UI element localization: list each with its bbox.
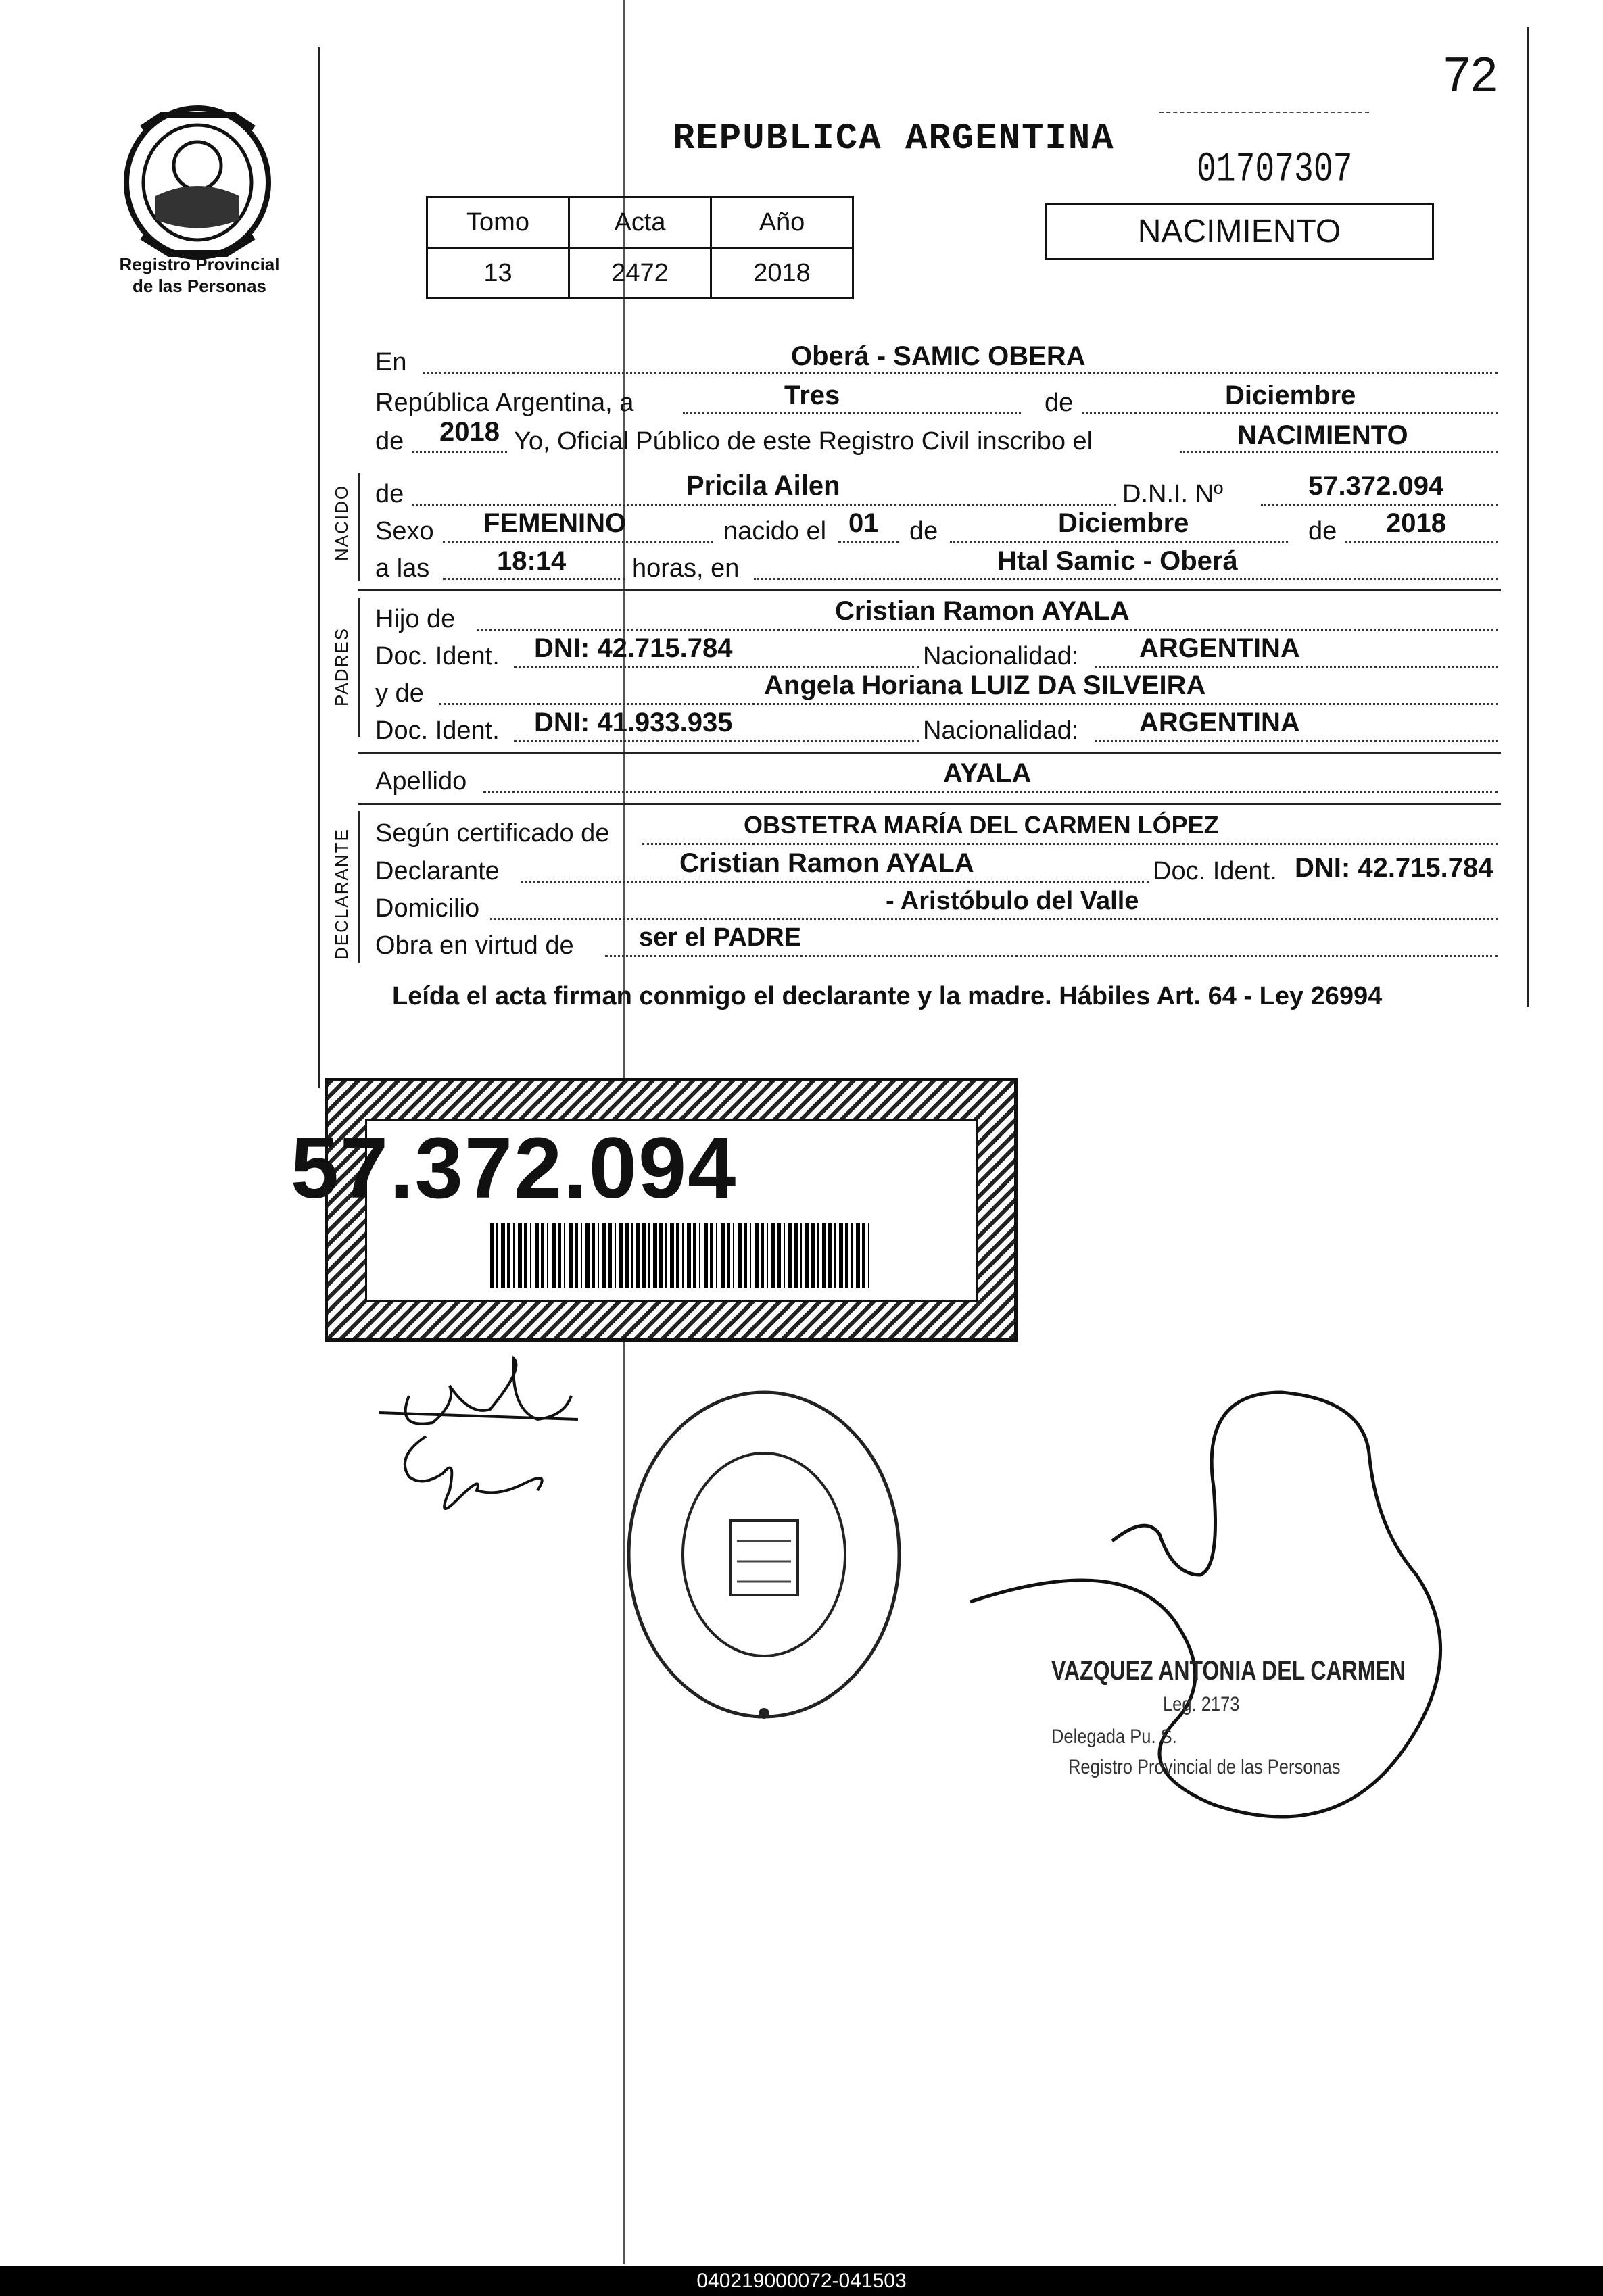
closing-text: Leída el acta firman conmigo el declarante y la madre. Hábiles Art. 64 - Ley 26994 [392,982,1383,1010]
birth-place-value: Htal Samic - Oberá [997,546,1238,576]
section-bracket [358,811,360,963]
section-divider [358,752,1501,754]
certificado-label: Según certificado de [375,819,610,848]
province-seal-icon [115,101,281,264]
child-name-value: Pricila Ailen [686,470,840,502]
dotted-leader [683,412,1021,414]
padres-section-label: PADRES [331,627,352,706]
officer-legajo: Leg. 2173 [1163,1693,1240,1715]
child-dni-value: 57.372.094 [1308,471,1444,501]
serial-number: 01707307 [1197,146,1353,195]
nacionalidad-label: Nacionalidad: [923,716,1079,745]
nacido-section-label: NACIDO [331,484,352,561]
act-type-value: NACIMIENTO [1237,420,1408,450]
nacionalidad-label: Nacionalidad: [923,642,1079,670]
officer-org: Registro Provincial de las Personas [1068,1756,1341,1778]
year-value: 2018 [439,417,500,447]
republica-label: República Argentina, a [375,389,634,417]
page-number: 72 [1443,48,1498,102]
dotted-leader [521,881,1149,883]
declarante-label: Declarante [375,857,500,885]
footer-code: 040219000072-041503 [0,2266,1603,2296]
dotted-leader [950,541,1288,543]
dotted-leader [490,918,1498,920]
father-name-value: Cristian Ramon AYALA [835,596,1130,626]
oficial-text: Yo, Oficial Público de este Registro Civil inscribo el [514,427,1093,456]
dotted-leader [443,578,625,580]
dotted-leader [754,578,1498,580]
right-margin-line [1527,27,1529,1007]
doc-label: Doc. Ident. [375,642,500,670]
time-value: 18:14 [497,546,567,576]
domicilio-label: Domicilio [375,894,480,923]
dotted-leader [1095,666,1498,668]
alas-label: a las [375,554,430,583]
mother-nationality-value: ARGENTINA [1139,708,1300,737]
dni-label: D.N.I. Nº [1122,480,1223,508]
de-label: de [1308,517,1337,545]
dotted-leader [642,843,1498,845]
mother-doc-value: DNI: 41.933.935 [534,708,733,737]
birth-day-value: 01 [848,508,879,538]
dotted-leader [514,740,919,742]
birth-year-value: 2018 [1386,508,1446,538]
dotted-leader [412,504,1116,506]
father-nationality-value: ARGENTINA [1139,633,1300,663]
horas-label: horas, en [632,554,740,583]
dotted-leader [483,791,1498,793]
declarant-doc-value: DNI: 42.715.784 [1295,853,1493,883]
reason-value: ser el PADRE [639,923,802,952]
registry-header-anio: Año [711,197,853,248]
section-bracket [358,473,360,581]
year-prefix-label: de [375,427,404,456]
nacido-label: nacido el [723,517,827,545]
de-label: de [1045,389,1074,417]
barcode [490,1223,869,1288]
registry-anio: 2018 [711,248,853,299]
document-title: REPUBLICA ARGENTINA [673,118,1115,160]
dotted-leader [838,541,899,543]
doc-label: Doc. Ident. [1153,857,1277,885]
birth-month-value: Diciembre [1058,508,1189,538]
section-divider [358,803,1501,805]
registry-header-acta: Acta [569,197,711,248]
doc-label: Doc. Ident. [375,716,500,745]
declarante-section-label: DECLARANTE [331,828,352,960]
registry-header-row [427,197,853,248]
delegation-stamp-icon [619,1386,909,1744]
apellido-label: Apellido [375,767,467,796]
dotted-leader [1261,504,1498,506]
en-label: En [375,348,407,376]
yde-label: y de [375,679,424,708]
domicile-value: - Aristóbulo del Valle [886,887,1139,915]
dotted-leader [1345,541,1498,543]
section-bracket [358,598,360,737]
left-margin-line [318,47,320,1088]
section-divider [358,589,1501,591]
surname-value: AYALA [943,758,1032,788]
dotted-leader [477,629,1498,631]
certificate-value: OBSTETRA MARÍA DEL CARMEN LÓPEZ [744,811,1219,839]
dotted-leader [605,955,1498,957]
registry-header-tomo: Tomo [427,197,569,248]
day-word-value: Tres [784,381,840,410]
registry-tomo: 13 [427,248,569,299]
registry-table [426,196,854,299]
declarant-name-value: Cristian Ramon AYALA [679,848,974,878]
sexo-label: Sexo [375,517,434,545]
sexo-value: FEMENINO [483,508,627,538]
dotted-leader [423,372,1498,374]
id-card-number: 57.372.094 [290,1120,738,1217]
officer-name: VAZQUEZ ANTONIA DEL CARMEN [1051,1656,1406,1686]
registry-value-row [427,248,853,299]
act-kind-box: NACIMIENTO [1045,203,1434,260]
place-value: Oberá - SAMIC OBERA [791,341,1086,371]
dotted-leader [439,703,1498,705]
dotted-leader [412,451,507,453]
dotted-leader [1180,451,1498,453]
de-label: de [375,480,404,508]
mother-name-value: Angela Horiana LUIZ DA SILVEIRA [764,670,1206,700]
obra-label: Obra en virtud de [375,931,574,960]
org-name: Registro Provincial de las Personas [119,254,280,296]
de-label: de [909,517,938,545]
registry-acta: 2472 [569,248,711,299]
father-doc-value: DNI: 42.715.784 [534,633,733,663]
dotted-leader [514,666,919,668]
dotted-leader [443,541,713,543]
dotted-leader [1095,740,1498,742]
hijo-label: Hijo de [375,605,456,633]
declarant-signature-icon [368,1355,592,1551]
month-value: Diciembre [1225,381,1356,410]
officer-title: Delegada Pu. S. [1051,1726,1177,1748]
dotted-leader [1082,412,1498,414]
